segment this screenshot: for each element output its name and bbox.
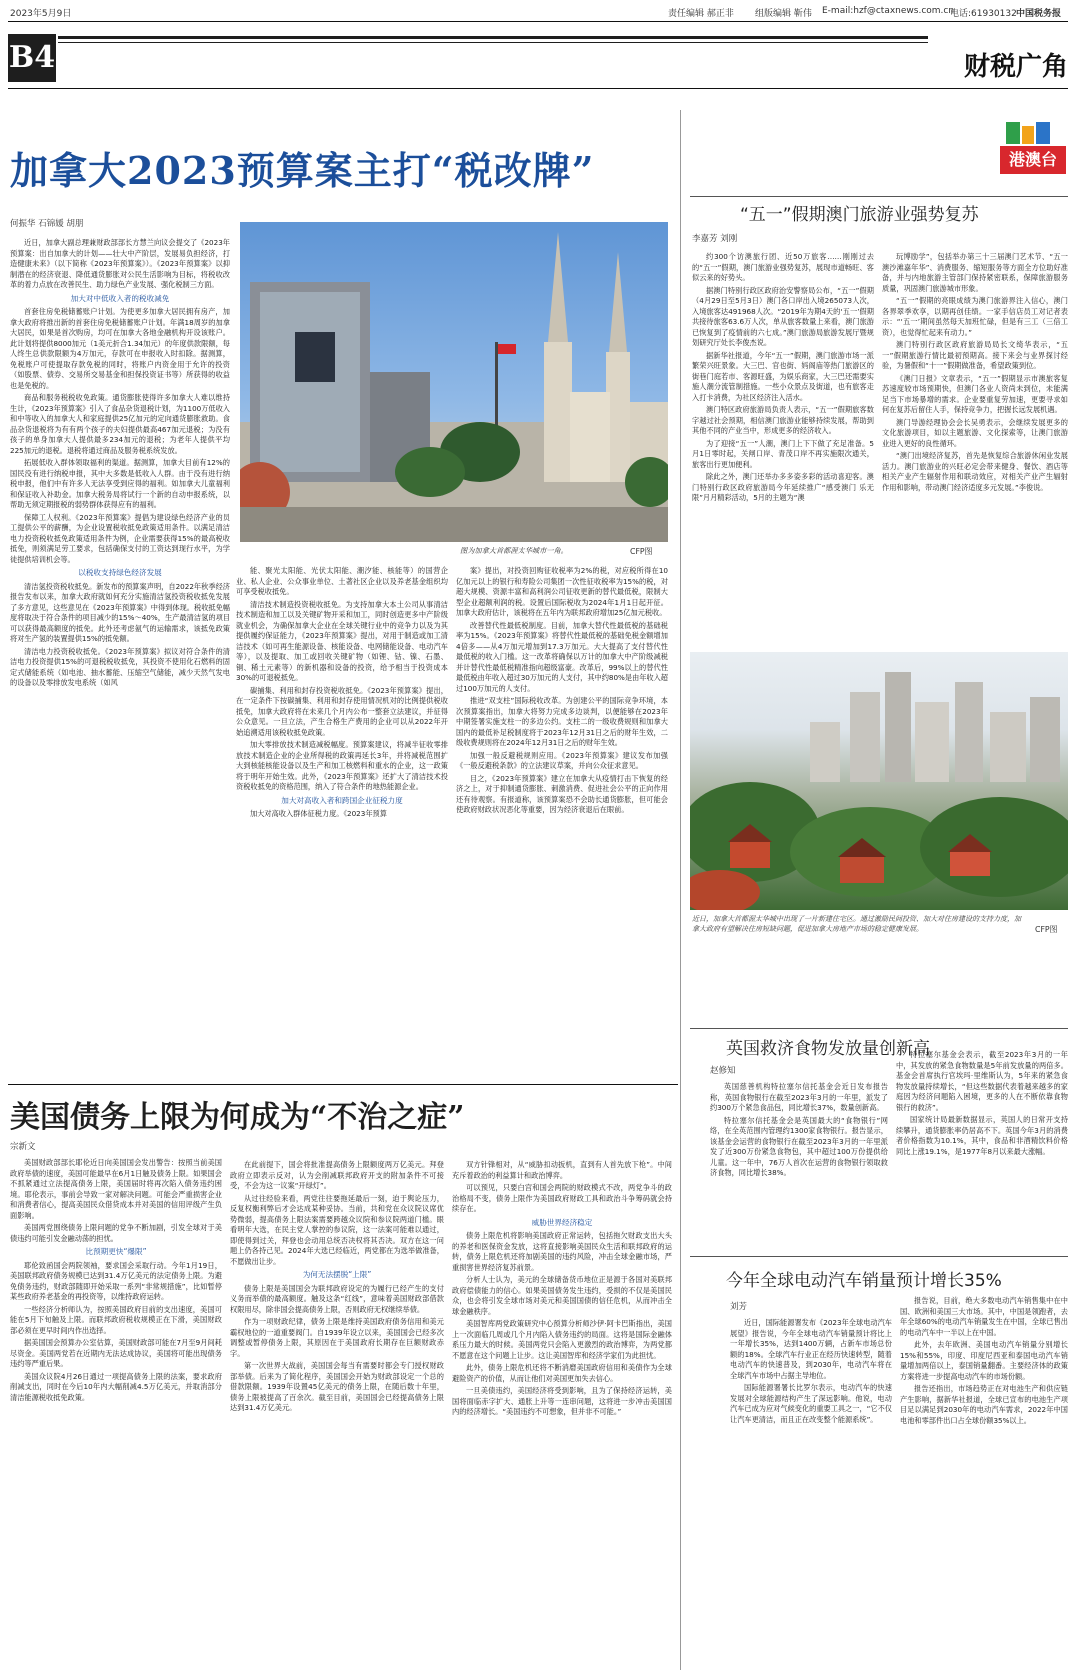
macau-column-2 [882, 252, 1068, 647]
paragraph: 耶伦致函国会两院领袖，要求国会采取行动。今年1月19日，美国联邦政府债务规模已达到31.4万亿美元的法定债务上限。为避免债务违约，财政部随即开始采取一系列“非常规措施”，比如暂停某些政府养老基金的再投资等，以维持政府运转。 [10, 1260, 222, 1301]
paragraph: 第一次世界大战前，美国国会每当有需要时都会专门授权财政部举债。后来为了简化程序，美国国会开始为财政部设定一个总的借款限额。1939年设置45亿美元的债务上限，在随后数十年里，债务上限被提高了百余次。截至目前，美国国会已经提高债务上限达到31.4万亿美元。 [230, 1361, 444, 1412]
ottawa-illustration [240, 222, 668, 542]
section-bar [58, 36, 928, 39]
paragraph: 债务上限是美国国会为联邦政府设定的为履行已经产生的支付义务而举债的最高额度。触及这条“红线”，意味着美国财政部借款权限用尽，除非国会提高债务上限，否则政府无权继续举债。 [230, 1283, 444, 1314]
paragraph: 一些经济分析师认为，按照美国政府目前的支出速度，美国可能在5月下旬触及上限。而联邦政府税收规模正在下滑，美国财政部必须在更早时间内作出选择。 [10, 1304, 222, 1335]
paragraph: 商品和服务税税收免政策。通货膨胀使得许多加拿大人难以维持生计，《2023年预算案》引入了食品杂货退税计划，为1100万低收入和中等收入的加拿大人和家庭提供25亿加元的定向通货膨胀救助。食品杂货退税将为有有两个孩子的夫妇提供最高467加元退税；为没有孩子的单身加拿大人提供最多234加元的退税；为老年人提供平均225加元的退税。退税将通过商品及服务税系统发放。 [10, 393, 230, 455]
paragraph: 清洁氢投资税收抵免。新发布的预算案声明，自2022年秋季经济报告发布以来，加拿大政府就如何充分实施清洁氢投资税收抵免发展了多方意见，这些意见在《2023年预算案》中得到体现。税收抵免幅度将取决于符合条件的项目减少的15%～40%，生产最清洁氢的项目可以获得最高额度的抵免。此外还考虑氨气的运输需求，该抵免政策将对生产氢的装置提供15%的抵免额。 [10, 581, 230, 643]
byline-ev: 刘芳 [730, 1302, 748, 1312]
houses-credit: CFP图 [1035, 925, 1058, 934]
paragraph: 推进“双支柱”国际税收改革。为创建公平的国际竞争环境，本次预算案指出，加拿大将努力完成多边谈判，以便能够在2023年中期签署实施支柱一的多边公约。支柱二的一级收费规则和加拿大国内的最低补足税制度将于2023年12月31日之后的财年生效，二级收费规则将在2024年12月31日之后的财年生效。 [456, 696, 668, 747]
byline-canada: 何振华 石锦媛 胡朋 [10, 219, 84, 229]
paragraph: 债务上限危机将影响美国政府正常运转，包括拖欠财政支出大头的养老和医保资金发放，这将直接影响美国民众生活和联邦政府的运转，债务上限危机还将加剧美国的违约风险，冲击全球金融市场，严重损害世界经济复苏前景。 [452, 1231, 672, 1272]
paragraph: 澳门特别行政区政府旅游局局长文绮华表示，“五一”假期旅游行情比最初预期高。接下来会与业界探讨经验，为暑假和“十一”假期做准备，希望政策到位。 [882, 340, 1068, 370]
paragraph: 特拉塞尔基金会表示，截至2023年3月的一年中，其发放的紧急食物数量是5年前发放量的两倍多。基金会首席执行官埃玛·里维斯认为，5年来的紧急食物发放量持续增长，“但这些数据代表着越来越多的家庭因为经济问题陷入困境，更多的人在不断依靠食物银行的救济”。 [896, 1050, 1068, 1112]
paragraph: “澳门出境经济复苏，首先是恢复综合旅游休闲业发展活力。澳门旅游业的兴旺必定会带来健身、餐饮、酒店等相关产业产生辐射作用和联动效应，对相关产业产生辐射作用和影响，带动澳门经济适度多元发展。”李俊说。 [882, 451, 1068, 492]
badge-block-orange [1022, 126, 1034, 144]
paragraph: 报告还指出，市场趋势正在对电池生产和供应链产生影响，据新华社报道，全球已宣布的电池生产项目足以满足到2030年的电动汽车需求，2022年中国电池和零部件出口占全球份额35%以上。 [900, 1384, 1068, 1425]
paragraph: 首套住房免税储蓄账户计划。为使更多加拿大居民拥有房产，加拿大政府将推出新的首套住房免税储蓄账户计划。年满18周岁的加拿大居民，如果是首次购房，均可在加拿大各地金融机构开设该账户。此计划将提供8000加元（1美元折合1.34加元）的年度供款限额，每人终生总供款限额为4万加元，存款可在申报收入时扣除。据测算，免税账户可使提取存款免税的同时，将账户内资金用于允许的投资（如股票、债券、交易所交易基金和担保投资证书等）所获得的收益也是免税的。 [10, 307, 230, 390]
badge-block-blue [1036, 122, 1050, 144]
canada-column-2 [236, 566, 448, 1076]
paragraph: 约300个访澳旅行团、近50万旅客……刚刚过去的“五一”假期，澳门旅游业强势复苏，展现市道畅旺、客似云来的好势头。 [692, 252, 874, 282]
paragraph: 作为一项财政纪律，债务上限是维持美国政府债务信用和美元霸权地位的一道重要阀门。自1939年设立以来，美国国会已经多次调整或暂停债务上限，其原因在于美国政府长期存在巨额财政赤字。 [230, 1317, 444, 1358]
headline-uk-food: 英国救济食物发放量创新高 [726, 1039, 930, 1059]
ev-column-2 [900, 1296, 1068, 1548]
paragraph: 美国两党围绕债务上限问题的党争不断加剧，引发全球对于美债违约可能引发金融动荡的担忧。 [10, 1223, 222, 1243]
subheading: 比预期更快“爆限” [85, 1247, 147, 1256]
paragraph: 国家统计局最新数据显示，英国人的日常开支持续攀升，通货膨胀率仍居高不下。英国今年3月的消费者价格指数为10.1%，其中，食品和非酒精饮料价格同比上涨19.1%，是1977年8月以来最大涨幅。 [896, 1115, 1068, 1156]
us-debt-column-1 [10, 1158, 222, 1548]
page-number: B4 [8, 34, 56, 82]
paragraph: 案》提出，对投资回购征收税率为2%的税，对应税所得在10亿加元以上的银行和寿险公司集团一次性征收税率为15%的税，对超大规模、资源丰富和高利润公司征收更新的替代最低税，限制大型企业超额利润的税。设置后国际税收为2024年1月1日起开征。加拿大政府估计，该税将在五年内为联邦政府增加25亿加元税收。 [456, 566, 668, 617]
paragraph: 碳捕集、利用和封存投资税收抵免。《2023年预算案》提出，在一定条件下按碳捕集、利用和封存使用情况机对的比例提供税收抵免，加拿大政府将在未来几个月内公布一整套立法建议，并征得公众意见。一旦立法，产生合格生产费用的企业可以从2022年开始追溯适用该税收抵免政策。 [236, 685, 448, 737]
paragraph: 此外，去年欧洲、美国电动汽车销量分别增长15%和55%，印度、印度尼西亚和泰国电动汽车销量增加两倍以上，泰国销量翻番。主要经济体的政策方案将进一步提高电动汽车的市场份额。 [900, 1340, 1068, 1381]
paragraph: 美国众议院4月26日通过一项提高债务上限的法案，要求政府削减支出，同时在今后10年内大幅削减4.5万亿美元，并取消部分清洁能源税收抵免政策。 [10, 1371, 222, 1402]
section-title: 财税广角 [963, 52, 1068, 82]
paragraph: 特拉塞尔信托基金会是英国最大的“食物银行”网络，在全英范围内管理约1300家食物银行。报告显示，该基金会运营的食物银行在截至2023年3月的一年里派发了近300万份紧急食物包，其中超过100万份提供给儿童。这一年中，76万人首次在运营的食物银行领取救济食物，同比增长38%。 [710, 1115, 888, 1177]
subheading: 以税收支持绿色经济发展 [78, 568, 162, 577]
paragraph: 国际能源署署长比罗尔表示，电动汽车的快速发展对全球能源结构产生了深远影响。他说，电动汽车已成为应对气候变化的重要工具之一，“它不仅让汽车更清洁，而且正在改变整个能源系统”。 [730, 1383, 892, 1424]
us-debt-top-rule [8, 1084, 678, 1085]
subheading: 加大对高收入者和跨国企业征税力度 [281, 795, 403, 805]
paragraph: 清洁电力投资税收抵免。《2023年预算案》拟议对符合条件的清洁电力投资提供15%的可退税税收抵免，其投资不使用化石燃料的固定式储能系统（如电池、抽水蓄能、压缩空气储能，减少天然气发电的设备以及零排放发电系统（如风 [10, 646, 230, 687]
macau-top-rule [690, 196, 1068, 197]
houses-illustration [690, 652, 1068, 910]
paragraph: 近日，国际能源署发布《2023年全球电动汽车展望》报告说，今年全球电动汽车销量预计将比上一年增长35%，达到1400万辆，占新车市场总份额的18%。全球汽车行业正在经历快速转型，随着电动汽车的快速普及，到2030年，电动汽车将在全球汽车市场中占据主导地位。 [730, 1318, 892, 1380]
byline-macau: 李嘉芳 刘刚 [692, 234, 738, 244]
paragraph: 一旦美债违约，美国经济将受到影响，且为了保持经济运转，美国将面临赤字扩大、通胀上升等一连串问题，这将进一步冲击美国国内的经济增长。“美国违约不可想象，但并非不可能。” [452, 1386, 672, 1416]
paragraph: 可以预见，只要白宫和国会两院的财政模式不改，两党争斗的政治格局不变，债务上限作为美国政府财政工具和政治斗争筹码就会持续存在。 [452, 1183, 672, 1213]
paragraph: 美国财政部部长耶伦近日向美国国会发出警告：按照当前美国政府举债的速度，美国可能最早在6月1日触及债务上限。如果国会不抓紧通过立法提高债务上限，美国届时将再次陷入债务违约困境。耶伦表示，事前会导致一家对解决问题。可能会严重损害企业和消费者信心，提高美国民众借贷成本并对美国的信用评级产生负面影响。 [10, 1158, 222, 1220]
paragraph: 报告说，目前，绝大多数电动汽车销售集中在中国、欧洲和美国三大市场。其中，中国是领跑者，去年全球60%的电动汽车销量发生在中国，全球已售出的电动汽车中一半以上在中国。 [900, 1296, 1068, 1337]
us-debt-column-2 [230, 1104, 444, 1548]
paragraph: 加强一般反避税规则应用。《2023年预算案》建议发布加强《一般反避税条款》的立法建议草案，并向公众征求意见。 [456, 750, 668, 770]
paragraph: 从过往经验来看，两党往往要拖延最后一刻，迫于舆论压力，反复权衡利弊后才会达成某种妥协。当前，共和党在众议院议席优势微弱，提高债务上限法案需要跨越众议院和参议院两道门槛。眼看明年大选，在民主党人掌控的参议院，这一法案可能难以通过，即使得到过关，拜登也会动用总统否决权将其否决。双方在这一问题上仍各持己见。2024年大选已经临近，两党都在为选举做准备，不愿做出让步。 [230, 1193, 444, 1266]
subheading: 加大对中低收入者的税收减免 [70, 293, 170, 303]
headline-macau: “五一”假期澳门旅游业强势复苏 [740, 205, 979, 225]
header-rule [8, 21, 1068, 22]
paragraph: 据澳门特别行政区政府治安警察局公布，“五一”假期（4月29日至5月3日）澳门各口岸出入境265073人次，入境旅客达491968人次。“2019年为期4天的‘五一’假期共接待旅客63.6万人次，单从旅客数量上来看，澳门旅游已恢复到了疫情前的六七成。”澳门旅游局旅游发展厅暨规划研究厅处长李俊杰说。 [692, 285, 874, 347]
canada-column-1 [10, 238, 230, 1073]
paragraph: 保障工人权利。《2023年预算案》提倡为建设绿色经济产业的员工提供公平的薪酬，为企业设置税收抵免政策适用条件。以满足清洁电力投资税收抵免政策适用条件为例，企业需要获得15%的最高税收抵免，则须满足劳工要求，包括确保支付的工资达到现行水平，为学徒提供培训机会等。 [10, 512, 230, 564]
paragraph: 玩博励学”，包括举办第三十三届澳门艺术节、“五一澳沙滩嘉年华”、消费服务、缩短服务等方面全方位助好准备，并与内地旅游主管部门保持紧密联系，保障旅游服务质量，巩固澳门旅游城市形象。 [882, 252, 1068, 293]
paragraph: 在此前提下，国会将批准提高债务上限额度两万亿美元。拜登政府立即表示反对，认为会削减联邦政府开支的附加条件不可接受，不会为这一议案“开绿灯”。 [230, 1160, 444, 1190]
macau-column-1 [692, 252, 874, 647]
editor-email: E-mail:hzf@ctaxnews.com.cn [822, 6, 955, 16]
houses-caption: 近日，加拿大首都渥太华城中出现了一片新建住宅区。通过激励民间投资、加大对住房建设的支持力度，加拿大政府有望解决住房短缺问题，促进加拿大房地产市场的稳定健康发展。 [692, 915, 1021, 933]
layout-credit: 组版编辑 靳伟 [755, 9, 812, 19]
canada-column-3 [456, 566, 668, 1076]
paragraph: 加大对高收入群体征税力度。《2023年预算 [250, 809, 387, 818]
paragraph: 英国慈善机构特拉塞尔信托基金会近日发布报告称，英国食物银行在截至2023年3月的一年里，派发了约300万个紧急食品包，同比增长37%，数量创新高。 [710, 1082, 888, 1112]
us-debt-column-3 [452, 1104, 672, 1548]
subheading: 威胁世界经济稳定 [531, 1217, 593, 1227]
uk-column-2 [896, 1050, 1068, 1247]
uk-column-1 [710, 1082, 888, 1247]
paragraph: 为了迎接“五一”人潮，澳门上下下做了充足准备。5月1日零时起，关闸口岸、青茂口岸不再实施限次通关，旅客出行更加便利。 [692, 438, 874, 469]
paragraph: 《澳门日报》文章表示，“五一”假期显示市澳旅客复苏速度较市场预期快，但澳门各业人资尚未到位，未能满足当下市场暴增的需求。企业要重复劳加速，更要寻求如何在复苏后留住人手，保持竞争力，把握长远发展机遇。 [882, 373, 1068, 414]
paragraph: 除此之外，澳门还举办多多姿多彩的活动喜迎客。澳门特别行政区政府旅游局今年延续推广“感受澳门 乐无限”月月精彩活动，5月的主题为“澳 [692, 472, 874, 502]
paragraph: 美国智库两党政策研究中心预算分析师沙伊·阿卡巴斯指出，美国上一次面临几周或几个月内陷入债务违约的局面。这将是国际金融体系压力最大的时候。美国两党只会陷入更激烈的政治博弈，为两党都不愿意在这个问题上让步。这让美国智库和经济学家们为此担忧。 [452, 1319, 672, 1360]
section-bar-thin [58, 42, 928, 43]
paragraph: 目之，《2023年预算案》建立在加拿大从疫情打击下恢复的经济之上，对于抑制通货膨胀、刺激消费、促进社会公平的正向作用还有待观察。有报道称，该预算案恐不会助长通货膨胀，但可能会使政府财政状况恶化等重要，因为经济衰退后在眼前。 [456, 773, 668, 814]
byline-us-debt: 宗新文 [10, 1142, 36, 1152]
newspaper-name: 中国税务报 [1016, 9, 1062, 19]
paragraph: 近日，加拿大副总理兼财政部部长方慧兰向议会提交了《2023年预算案：出自加拿大的计划——壮大中产阶层，发展易负担经济，打造健康未来》（以下简称《2023年预算案》）。《2023年预算案》以抑制潜在的经济衰退、降低通货膨胀对公民生活影响为目标，将税收改革的着力点放在改善民生、助力绿色产业发展、强化税制三方面。 [10, 238, 230, 289]
editor-phone: 电话:61930132 [950, 9, 1017, 19]
headline-canada: 加拿大2023预算案主打“税改牌” [10, 148, 595, 193]
paragraph: 据新华社报道，今年“五一”假期，澳门旅游市场一派繁荣兴旺景象。大三巴、官也街、妈阁庙等热门旅游区的街巷门庭若市、客源旺盛，为娱乐商家，大三巴还需要实施人潮分流管制措施。一些小众景点及街道，也有旅客走入打卡消费，为社区经济注入活水。 [692, 350, 874, 402]
headline-ev: 今年全球电动汽车销量预计增长35% [726, 1271, 1002, 1291]
paragraph: 清洁技术制造投资税收抵免。为支持加拿大本土公司从事清洁技术制造和加工以及关键矿物开采和加工，同时创造更多中产阶级就业机会，为确保加拿大企业在全球关键行业中的竞争力以及为其提供履约保证能力，《2023年预算案》提出，对用于制造或加工清洁技术（如可再生能源设备、核能设备、电网储能设备、电动汽车等），以及提取、加工或回收关键矿物（如锂、钴、镍、石墨、铜、稀土元素等）的新机器和设备的投资，给予相当于投资成本30%的可退税抵免。 [236, 599, 448, 682]
ottawa-credit: CFP图 [630, 547, 653, 556]
paragraph: “五一”假期的亮眼成绩为澳门旅游界注入信心，澳门各界翠季欢享，以期再创佳绩。一家手信店员工对记者表示：“‘五一’期间虽然每天加班忙碌，但是有三工（三倍工资），也觉得忙起来有动力。” [882, 296, 1068, 337]
badge-label: 港澳台 [1000, 146, 1066, 174]
paragraph: 双方针锋相对，从“威胁扣动扳机，直到有人首先放下枪”。中间充斥着政治的利益算计和政治博弈。 [452, 1160, 672, 1180]
column-divider [680, 110, 681, 1670]
issue-date: 2023年5月9日 [10, 9, 72, 19]
byline-uk-food: 赵修知 [710, 1066, 736, 1076]
header-rule-2 [8, 88, 1068, 89]
paragraph: 能、聚光太阳能、光伏太阳能、潮汐能、核能等）的国营企业、私人企业、公众事业单位、土著社区企业以及养老基金组织均可享受税收抵免。 [236, 566, 448, 596]
paragraph: 此外，债务上限危机还将不断消磨美国政府信用和美债作为全球避险资产的价值，从而让他们对美国更加失去信心。 [452, 1363, 672, 1383]
ottawa-houses-photo [690, 652, 1068, 910]
editor-credit: 责任编辑 郝正非 [668, 9, 734, 19]
paragraph: 改善替代性最低税制度。目前，加拿大替代性最低税的基础税率为15%。《2023年预算案》将替代性最低税的基础免税金额增加4倍多——从4万加元增加到17.3万加元。大大提高了支付替代性最低税的收入门槛。这一改革将确保以万计的加拿大中产阶级减税并计替代性最低税精准指向超级富豪。改革后，99%以上的替代性最低税由年收入超过30万加元的人支付，其中约80%是由年收入超过100万加元的人支付。 [456, 620, 668, 693]
hk-macau-taiwan-badge [1000, 122, 1068, 180]
paragraph: 澳门特区政府旅游局负责人表示，“五一”假期旅客数字越过社会预期，相信澳门旅游业能够持续发展，帮助到其他不同的产业当中，形成更多的经济收入。 [692, 405, 874, 435]
headline-us-debt: 美国债务上限为何成为“不治之症” [10, 1100, 465, 1135]
subheading: 为何无法摆脱“上限” [302, 1270, 372, 1279]
ottawa-caption: 图为加拿大首都渥太华城市一角。 [460, 546, 568, 555]
paragraph: 据美国国会预算办公室估算，美国财政部可能在7月至9月间耗尽资金。美国两党若在近期内无法达成协议，美国将可能出现债务违约等严重后果。 [10, 1338, 222, 1368]
ottawa-photo [240, 222, 668, 542]
paragraph: 加大零排放技术制造减税幅度。预算案建议，将减半征收零排放技术制造企业的企业所得税的政策再延长3年，并将减税范围扩大到核能核能设备以及生产和加工核燃料和重水的企业，这一政策将于明年开始生效。此外，《2023年预算案》还扩大了清洁技术投资税收抵免的资格范围，纳入了符合条件的地热能源企业。 [236, 740, 448, 791]
paragraph: 拓展低收入群体领取福利的渠道。据测算，加拿大目前有12%的国民没有进行纳税申报，其中大多数是低收入人群。由于没有进行纳税申报，他们中有许多人无法享受到应得的福利。如加拿大儿童福利和保证收入补助金。加拿大税务局将试行一个新的自动申报系统，以帮助无须定期报税的弱势群体获得应有的福利。 [10, 458, 230, 509]
ev-column-1 [730, 1318, 892, 1548]
uk-top-rule [690, 1028, 1068, 1029]
paragraph: 分析人士认为，美元的全球储备货币地位正是源于各国对美联邦政府偿债能力的信心。如果美国债务发生违约，受损的不仅是美国民众，也会将引发全球市场对美元和美国国债的信任危机，从而冲击全球金融秩序。 [452, 1275, 672, 1316]
ev-top-rule [690, 1256, 1068, 1257]
badge-block-green [1006, 122, 1020, 144]
paragraph: 澳门导游经理协会会长吴勇表示，会继续发展更多的文化旅游项目，如以主题旅游、文化探索等，让澳门旅游业进入更好的良性循环。 [882, 417, 1068, 448]
